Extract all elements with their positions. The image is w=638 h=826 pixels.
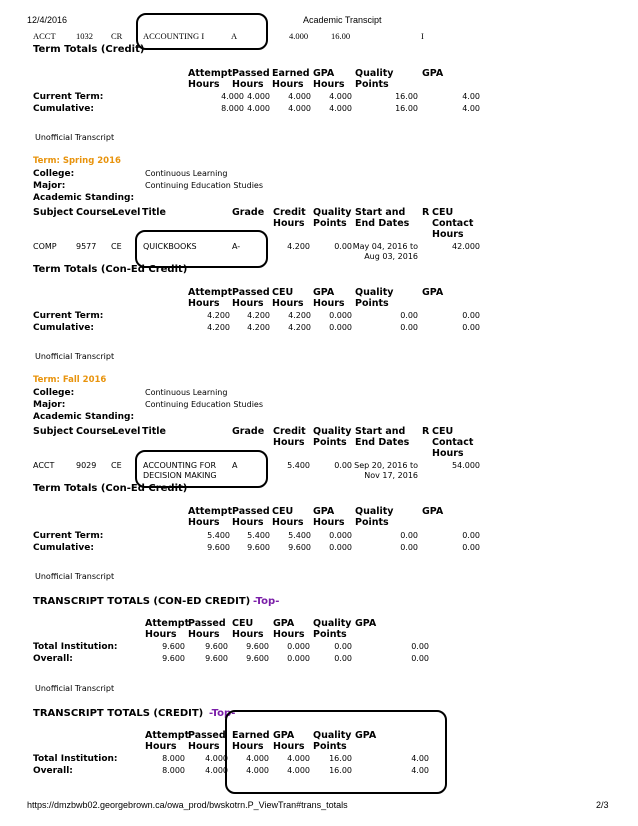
course-number: 9577 xyxy=(76,242,97,251)
course-ceu: 42.000 xyxy=(452,242,480,251)
course-credit: 4.200 xyxy=(287,242,310,251)
col-attempt: Attempt Hours xyxy=(145,618,190,640)
col-gpa-hours: GPA Hours xyxy=(313,287,345,309)
cell: 4.000 xyxy=(288,92,311,101)
col-credit: Credit Hours xyxy=(273,207,306,229)
cell: 5.400 xyxy=(247,531,270,540)
top-link[interactable]: -Top- xyxy=(253,596,280,607)
col-passed: Passed Hours xyxy=(232,68,270,90)
course-subject: ACCT xyxy=(33,461,55,470)
col-earned: Earned Hours xyxy=(232,730,270,752)
col-passed: Passed Hours xyxy=(188,618,226,640)
col-gpa-hours: GPA Hours xyxy=(313,506,345,528)
cell: 0.000 xyxy=(329,311,352,320)
col-gpa: GPA xyxy=(355,730,377,741)
cell: 0.00 xyxy=(462,311,480,320)
col-course: Course xyxy=(76,207,114,218)
coned-totals-title: Term Totals (Con-Ed Credit) xyxy=(33,483,188,494)
unofficial-transcript: Unofficial Transcript xyxy=(35,572,115,581)
col-ceu: CEU Contact Hours xyxy=(432,207,474,240)
cell: 0.00 xyxy=(334,654,352,663)
course-quality: 0.00 xyxy=(334,242,352,251)
cell: 8.000 xyxy=(221,104,244,113)
col-ceu-hours: CEU Hours xyxy=(232,618,264,640)
cumulative-label: Cumulative: xyxy=(33,104,94,114)
col-dates: Start and End Dates xyxy=(355,207,410,229)
cell: 16.00 xyxy=(329,754,352,763)
col-attempt: Attempt Hours xyxy=(145,730,190,752)
total-institution-label: Total Institution: xyxy=(33,754,118,764)
course-title: QUICKBOOKS xyxy=(143,242,197,251)
college-label: College: xyxy=(33,169,75,179)
col-passed: Passed Hours xyxy=(232,287,270,309)
cell: 4.000 xyxy=(287,754,310,763)
cumulative-label: Cumulative: xyxy=(33,323,94,333)
cell: 4.00 xyxy=(462,92,480,101)
cell: 16.00 xyxy=(395,92,418,101)
current-term-label: Current Term: xyxy=(33,92,104,102)
cell: 0.00 xyxy=(462,531,480,540)
col-grade: Grade xyxy=(232,426,265,437)
credit-totals-title: Term Totals (Credit) xyxy=(33,44,145,55)
cell: 0.00 xyxy=(462,543,480,552)
overall-label: Overall: xyxy=(33,654,73,664)
cell: 9.600 xyxy=(207,543,230,552)
col-quality: Quality Points xyxy=(313,618,352,640)
course-level: CE xyxy=(111,461,122,470)
cell: 0.000 xyxy=(329,543,352,552)
course-grade: A- xyxy=(232,242,241,251)
cell: 4.000 xyxy=(205,766,228,775)
cell: 4.200 xyxy=(247,311,270,320)
major-value: Continuing Education Studies xyxy=(145,400,264,409)
cell: 8.000 xyxy=(162,754,185,763)
overall-label: Overall: xyxy=(33,766,73,776)
row0-course: 1032 xyxy=(76,31,93,41)
cell: 4.000 xyxy=(329,92,352,101)
row0-grade: A xyxy=(231,31,238,41)
cell: 4.200 xyxy=(247,323,270,332)
cell: 0.00 xyxy=(462,323,480,332)
unofficial-transcript: Unofficial Transcript xyxy=(35,684,115,693)
cell: 5.400 xyxy=(207,531,230,540)
cell: 4.000 xyxy=(247,104,270,113)
col-level: Level xyxy=(112,207,141,218)
course-start: Sep 20, 2016 to xyxy=(354,461,418,470)
cell: 9.600 xyxy=(205,642,228,651)
print-date: 12/4/2016 xyxy=(27,15,68,25)
cell: 0.00 xyxy=(334,642,352,651)
col-grade: Grade xyxy=(232,207,265,218)
col-subject: Subject xyxy=(33,207,74,218)
cell: 4.000 xyxy=(205,754,228,763)
col-passed: Passed Hours xyxy=(232,506,270,528)
coned-totals-title: Term Totals (Con-Ed Credit) xyxy=(33,264,188,275)
col-level: Level xyxy=(112,426,141,437)
term-heading: Term: Spring 2016 xyxy=(33,156,121,166)
unofficial-transcript: Unofficial Transcript xyxy=(35,133,115,142)
cell: 4.200 xyxy=(207,311,230,320)
cell: 16.00 xyxy=(395,104,418,113)
cell: 9.600 xyxy=(162,642,185,651)
col-attempt: Attempt Hours xyxy=(188,287,233,309)
cell: 4.000 xyxy=(246,766,269,775)
col-gpa-hours: GPA Hours xyxy=(273,618,305,640)
row0-level: CR xyxy=(111,31,123,41)
col-gpa-hours: GPA Hours xyxy=(273,730,305,752)
col-ceu-hours: CEU Hours xyxy=(272,506,304,528)
cell: 9.600 xyxy=(246,642,269,651)
course-level: CE xyxy=(111,242,122,251)
cell: 9.600 xyxy=(246,654,269,663)
col-title: Title xyxy=(142,426,166,437)
col-quality: Quality Points xyxy=(313,207,352,229)
col-gpa: GPA xyxy=(422,506,444,517)
course-title-line2: DECISION MAKING xyxy=(143,471,217,480)
footer-url: https://dmzbwb02.georgebrown.ca/owa_prod/bwskotrn.P_ViewTran#trans_totals xyxy=(27,800,348,810)
course-credit: 5.400 xyxy=(287,461,310,470)
col-ceu: CEU Contact Hours xyxy=(432,426,474,459)
college-label: College: xyxy=(33,388,75,398)
cumulative-label: Cumulative: xyxy=(33,543,94,553)
col-title: Title xyxy=(142,207,166,218)
cell: 9.600 xyxy=(288,543,311,552)
col-quality: Quality Points xyxy=(313,426,352,448)
col-r: R xyxy=(422,426,430,437)
cell: 0.00 xyxy=(400,543,418,552)
cell: 4.000 xyxy=(329,104,352,113)
col-subject: Subject xyxy=(33,426,74,437)
cell: 0.00 xyxy=(400,323,418,332)
cell: 0.000 xyxy=(329,323,352,332)
row0-credit: 4.000 xyxy=(289,31,309,41)
col-quality: Quality Points xyxy=(355,68,394,90)
course-end: Aug 03, 2016 xyxy=(364,252,418,261)
col-passed: Passed Hours xyxy=(188,730,226,752)
row0-subject: ACCT xyxy=(33,31,56,41)
col-r: R xyxy=(422,207,430,218)
course-subject: COMP xyxy=(33,242,57,251)
major-label: Major: xyxy=(33,181,66,191)
annotation-box xyxy=(225,710,447,794)
cell: 8.000 xyxy=(162,766,185,775)
col-attempt: Attempt Hours xyxy=(188,68,233,90)
total-institution-label: Total Institution: xyxy=(33,642,118,652)
cell: 5.400 xyxy=(288,531,311,540)
col-gpa: GPA xyxy=(355,618,377,629)
col-gpa: GPA xyxy=(422,287,444,298)
major-value: Continuing Education Studies xyxy=(145,181,264,190)
cell: 0.00 xyxy=(411,642,429,651)
major-label: Major: xyxy=(33,400,66,410)
cell: 9.600 xyxy=(205,654,228,663)
cell: 0.00 xyxy=(400,531,418,540)
cell: 4.000 xyxy=(246,754,269,763)
top-link[interactable]: -Top- xyxy=(209,708,236,719)
standing-label: Academic Standing: xyxy=(33,193,135,203)
cell: 9.600 xyxy=(247,543,270,552)
col-gpa-hours: GPA Hours xyxy=(313,68,345,90)
course-end: Nov 17, 2016 xyxy=(364,471,418,480)
cell: 9.600 xyxy=(162,654,185,663)
cell: 4.200 xyxy=(288,323,311,332)
cell: 4.000 xyxy=(287,766,310,775)
col-gpa: GPA xyxy=(422,68,444,79)
course-grade: A xyxy=(232,461,238,470)
row0-r: I xyxy=(421,31,424,41)
college-value: Continuous Learning xyxy=(145,388,228,397)
page-number: 2/3 xyxy=(596,800,609,810)
current-term-label: Current Term: xyxy=(33,311,104,321)
col-course: Course xyxy=(76,426,114,437)
cell: 4.00 xyxy=(462,104,480,113)
col-dates: Start and End Dates xyxy=(355,426,410,448)
col-ceu-hours: CEU Hours xyxy=(272,287,304,309)
course-quality: 0.00 xyxy=(334,461,352,470)
page-title: Academic Transcipt xyxy=(303,15,382,25)
unofficial-transcript: Unofficial Transcript xyxy=(35,352,115,361)
col-quality: Quality Points xyxy=(355,506,394,528)
cell: 4.000 xyxy=(288,104,311,113)
cell: 0.000 xyxy=(287,654,310,663)
cell: 4.00 xyxy=(411,754,429,763)
col-quality: Quality Points xyxy=(313,730,352,752)
row0-title: ACCOUNTING I xyxy=(143,31,205,41)
standing-label: Academic Standing: xyxy=(33,412,135,422)
course-ceu: 54.000 xyxy=(452,461,480,470)
col-attempt: Attempt Hours xyxy=(188,506,233,528)
cell: 4.00 xyxy=(411,766,429,775)
cell: 0.00 xyxy=(411,654,429,663)
col-earned: Earned Hours xyxy=(272,68,310,90)
col-credit: Credit Hours xyxy=(273,426,306,448)
college-value: Continuous Learning xyxy=(145,169,228,178)
transcript-totals-credit-title: TRANSCRIPT TOTALS (CREDIT) xyxy=(33,708,204,719)
transcript-totals-coned-title: TRANSCRIPT TOTALS (CON-ED CREDIT) xyxy=(33,596,251,607)
cell: 4.000 xyxy=(221,92,244,101)
cell: 0.00 xyxy=(400,311,418,320)
cell: 0.000 xyxy=(329,531,352,540)
course-title-line1: ACCOUNTING FOR xyxy=(143,461,217,470)
row0-quality: 16.00 xyxy=(331,31,351,41)
current-term-label: Current Term: xyxy=(33,531,104,541)
cell: 0.000 xyxy=(287,642,310,651)
cell: 4.200 xyxy=(207,323,230,332)
course-start: May 04, 2016 to xyxy=(352,242,418,251)
col-quality: Quality Points xyxy=(355,287,394,309)
term-heading: Term: Fall 2016 xyxy=(33,375,107,385)
cell: 16.00 xyxy=(329,766,352,775)
course-number: 9029 xyxy=(76,461,97,470)
cell: 4.000 xyxy=(247,92,270,101)
cell: 4.200 xyxy=(288,311,311,320)
